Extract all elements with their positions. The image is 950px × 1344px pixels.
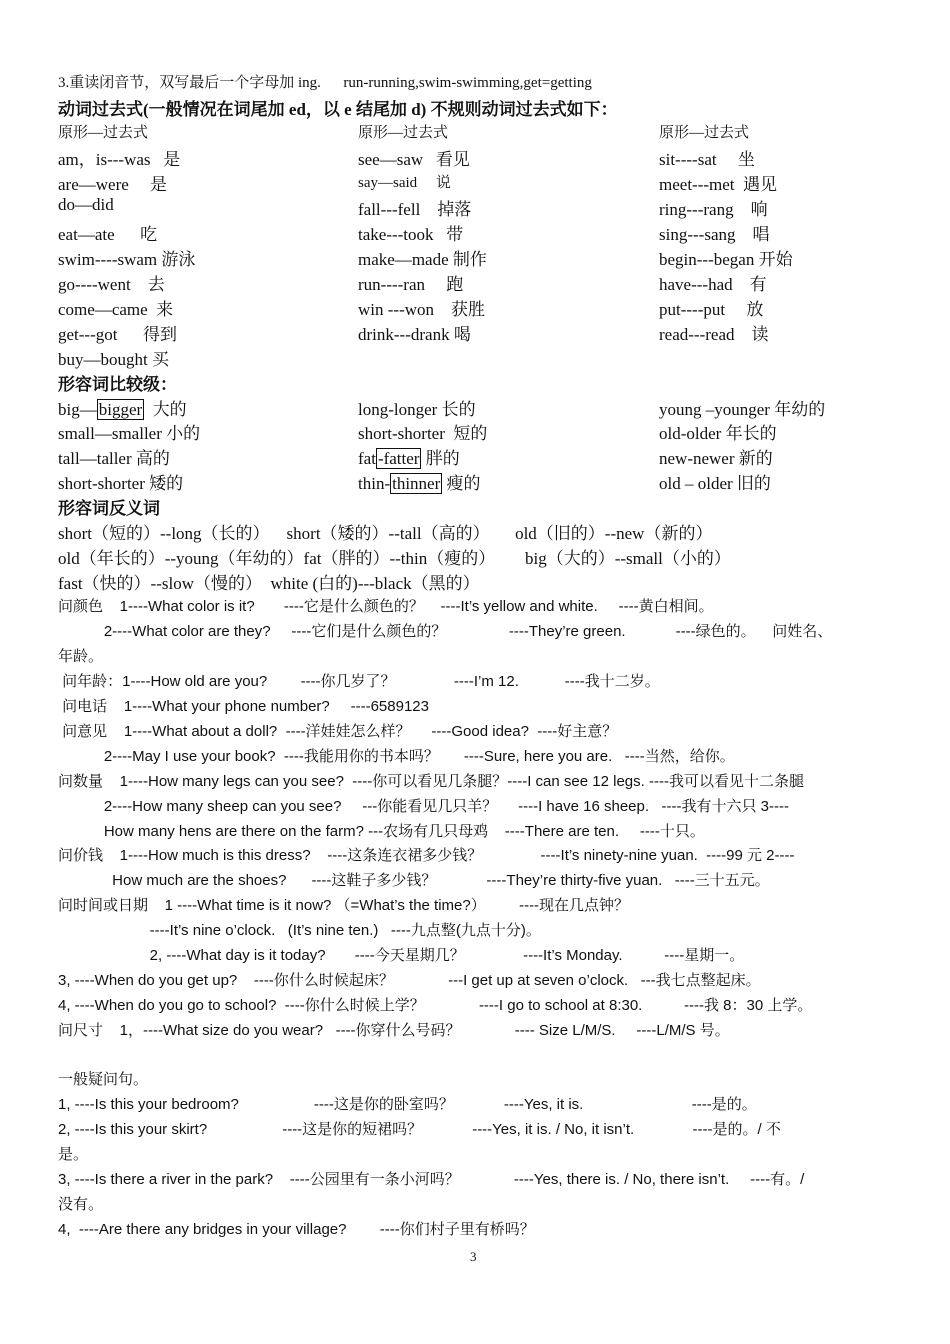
comparative-item: tall—taller 高的 xyxy=(58,449,170,468)
qa-line: 2----How many sheep can you see? ---你能看见几只羊？ ----I have 16 sheep. ----我有十六只 3---- xyxy=(58,798,789,815)
comparative-item: old – older 旧的 xyxy=(659,474,771,493)
qa-line: How many hens are there on the farm? ---农场有几只母鸡 ----There are ten. ----十只。 xyxy=(58,823,705,840)
past-col-header: 原形—过去式 xyxy=(358,125,449,141)
verb-pair: read---read 读 xyxy=(659,325,769,344)
qa-line: 3, ----When do you get up? ----你什么时候起床？ ---I get up at seven o’clock. ---我七点整起床。 xyxy=(58,972,761,989)
boxed-word: bigger xyxy=(98,400,143,419)
verb-pair: take---took 带 xyxy=(358,225,464,244)
past-tense-heading: 动词过去式(一般情况在词尾加 ed，以 e 结尾加 d) 不规则动词过去式如下： xyxy=(58,100,618,119)
verb-pair: go----went 去 xyxy=(58,275,165,294)
verb-pair: come—came 来 xyxy=(58,300,174,319)
verb-pair: sit----sat 坐 xyxy=(659,150,755,169)
verb-pair: make—made 制作 xyxy=(358,250,487,269)
verb-pair: begin---began 开始 xyxy=(659,250,793,269)
general-question-line: 是。 xyxy=(58,1146,89,1163)
verb-pair: see—saw 看见 xyxy=(358,150,470,169)
verb-pair: get---got 得到 xyxy=(58,325,177,344)
page-number: 3 xyxy=(470,1249,477,1264)
qa-line: 问价钱 1----How much is this dress? ----这条连衣裙多少钱？ ----It’s ninety-nine yuan. ----99 元 2---- xyxy=(58,847,795,864)
qa-line: 2, ----What day is it today? ----今天星期几？ ----It’s Monday. ----星期一。 xyxy=(58,947,745,964)
verb-pair: win ---won 获胜 xyxy=(358,300,486,319)
antonym-heading: 形容词反义词 xyxy=(58,499,160,518)
verb-pair: sing---sang 唱 xyxy=(659,225,770,244)
verb-pair: fall---fell 掉落 xyxy=(358,200,472,219)
comparative-item: long-longer 长的 xyxy=(358,400,476,419)
comparative-item: fat -fatter 胖的 xyxy=(358,449,460,468)
antonym-line: short（短的）--long（长的） short（矮的）--tall（高的） old（旧的）--new（新的） xyxy=(58,524,713,543)
qa-line: How much are the shoes? ----这鞋子多少钱？ ----They’re thirty-five yuan. ----三十五元。 xyxy=(58,872,770,889)
general-question-line: 1, ----Is this your bedroom? ----这是你的卧室吗？ ----Yes, it is. ----是的。 xyxy=(58,1096,757,1113)
verb-pair: say—said 说 xyxy=(358,175,451,191)
rule-double-consonant: 3.重读闭音节，双写最后一个字母加 ing. run-running,swim-swimming,get=getting xyxy=(58,75,592,91)
comparative-item: small—smaller 小的 xyxy=(58,424,201,443)
qa-line: 问颜色 1----What color is it? ----它是什么颜色的？ ----It’s yellow and white. ----黄白相间。 xyxy=(58,598,714,615)
general-question-heading: 一般疑问句。 xyxy=(58,1071,149,1088)
verb-pair: put----put 放 xyxy=(659,300,764,319)
comparative-item: big— bigger 大的 xyxy=(58,400,187,419)
comparative-item: short-shorter 短的 xyxy=(358,424,488,443)
verb-pair: are—were 是 xyxy=(58,175,168,194)
verb-pair: ring---rang 响 xyxy=(659,200,768,219)
qa-line: 问时间或日期 1 ----What time is it now? （=What’s the time?） ----现在几点钟？ xyxy=(58,897,630,914)
qa-line: 问意见 1----What about a doll? ----洋娃娃怎么样？ ----Good idea? ----好主意？ xyxy=(58,723,618,740)
qa-line: 问年龄：1----How old are you? ----你几岁了？ ----I’m 12. ----我十二岁。 xyxy=(58,673,660,690)
qa-line: 问数量 1----How many legs can you see? ----你可以看见几条腿？----I can see 12 legs. ----我可以看见十二条腿 xyxy=(58,773,804,790)
qa-line: 年龄。 xyxy=(58,648,104,665)
boxed-word: thinner xyxy=(392,474,441,493)
verb-pair: meet---met 遇见 xyxy=(659,175,778,194)
antonym-line: old（年长的）--young（年幼的）fat（胖的）--thin（瘦的） big（大的）--small（小的） xyxy=(58,549,731,568)
comparative-item: thin- thinner 瘦的 xyxy=(358,474,481,493)
general-question-line: 没有。 xyxy=(58,1196,104,1213)
past-col-header: 原形—过去式 xyxy=(58,125,149,141)
general-question-line: 2, ----Is this your skirt? ----这是你的短裙吗？ ----Yes, it is. / No, it isn’t. ----是的。/ 不 xyxy=(58,1121,781,1138)
comparative-item: young –younger 年幼的 xyxy=(659,400,826,419)
comparative-item: old-older 年长的 xyxy=(659,424,777,443)
general-question-line: 3, ----Is there a river in the park? ----公园里有一条小河吗？ ----Yes, there is. / No, there isn’t. ----有。/ xyxy=(58,1171,805,1188)
qa-line: ----It’s nine o’clock. (It’s nine ten.) ----九点整(九点十分)。 xyxy=(58,922,541,939)
verb-pair: swim----swam 游泳 xyxy=(58,250,196,269)
comparative-item: new-newer 新的 xyxy=(659,449,773,468)
qa-line: 2----May I use your book? ----我能用你的书本吗？ ----Sure, here you are. ----当然，给你。 xyxy=(58,748,735,765)
boxed-word: -fatter xyxy=(377,449,420,468)
verb-pair: eat—ate 吃 xyxy=(58,225,158,244)
comparative-item: short-shorter 矮的 xyxy=(58,474,184,493)
verb-pair: am，is---was 是 xyxy=(58,150,181,169)
verb-pair: do—did xyxy=(58,195,114,214)
verb-pair: have---had 有 xyxy=(659,275,767,294)
verb-pair: run----ran 跑 xyxy=(358,275,464,294)
comparative-heading: 形容词比较级： xyxy=(58,375,177,394)
antonym-line: fast（快的）--slow（慢的） white (白的)---black（黑的） xyxy=(58,574,480,593)
general-question-line: 4, ----Are there any bridges in your village? ----你们村子里有桥吗？ xyxy=(58,1221,535,1238)
past-col-header: 原形—过去式 xyxy=(659,125,750,141)
verb-pair: buy—bought 买 xyxy=(58,350,169,369)
verb-pair: drink---drank 喝 xyxy=(358,325,471,344)
qa-line: 2----What color are they? ----它们是什么颜色的？ ----They’re green. ----绿色的。 问姓名、 xyxy=(58,623,833,640)
qa-line: 问尺寸 1，----What size do you wear? ----你穿什么号码？ ---- Size L/M/S. ----L/M/S 号。 xyxy=(58,1022,730,1039)
qa-line: 4, ----When do you go to school? ----你什么时候上学？ ----I go to school at 8:30. ----我 8：30 上学。 xyxy=(58,997,813,1014)
qa-line: 问电话 1----What your phone number? ----6589123 xyxy=(58,698,429,715)
